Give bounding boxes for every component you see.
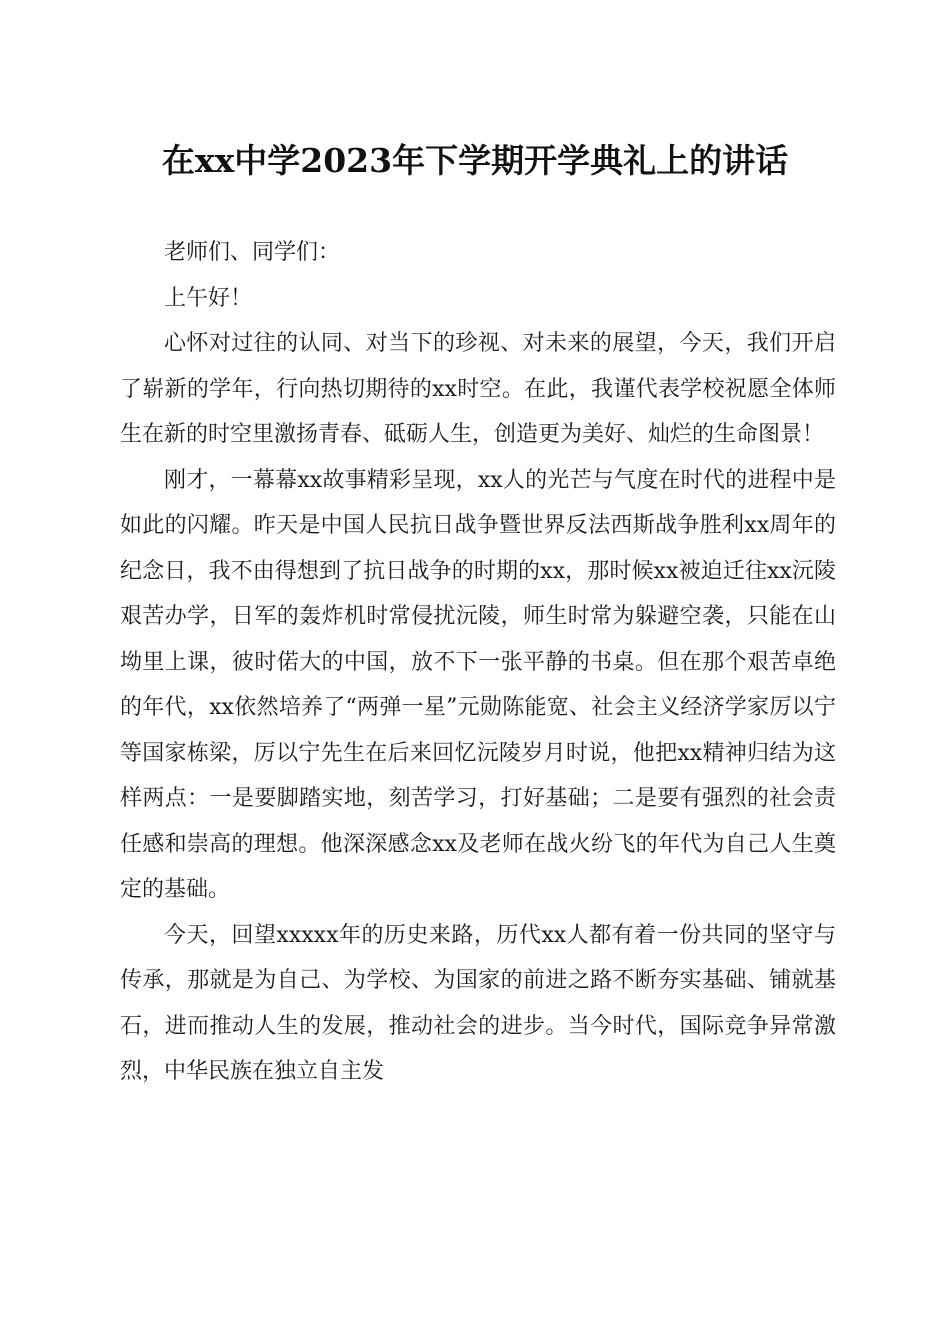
paragraph-today: 今天，回望xxxxx年的历史来路，历代xx人都有着一份共同的坚守与传承，那就是为自己、为学校、为国家的前进之路不断夯实基础、铺就基石，进而推动人生的发展，推动社会的进步。当今时代，国际竞争异常激烈，中华民族在独立自主发 [120, 922, 836, 1084]
salutation: 老师们、同学们： [164, 240, 341, 265]
paragraph-opening: 心怀对过往的认同、对当下的珍视、对未来的展望，今天，我们开启了崭新的学年，行向热切期待的xx时空。在此，我谨代表学校祝愿全体师生在新的时空里激扬青春、砥砺人生，创造更为美好、灿烂的生命图景！ [120, 331, 836, 447]
greeting: 上午好！ [164, 285, 253, 311]
paragraph-history: 刚才，一幕幕xx故事精彩呈现，xx人的光芒与气度在时代的进程中是如此的闪耀。昨天是中国人民抗日战争暨世界反法西斯战争胜利xx周年的纪念日，我不由得想到了抗日战争的时期的xx，那时候xx被迫迁往xx沅陵艰苦办学，日军的轰炸机时常侵扰沅陵，师生时常为躲避空袭，只能在山坳里上课，彼时偌大的中国，放不下一张平静的书桌。但在那个艰苦卓绝的年代，xx依然培养了“两弹一星”元勋陈能宽、社会主义经济学家厉以宁等国家栋梁，厉以宁先生在后来回忆沅陵岁月时说，他把xx精神归结为这样两点：一是要脚踏实地，刻苦学习，打好基础；二是要有强烈的社会责任感和崇高的理想。他深深感念xx及老师在战火纷飞的年代为自己人生奠定的基础。 [120, 467, 836, 902]
document-body [120, 230, 836, 1095]
document-title: 在xx中学2023年下学期开学典礼上的讲话 [161, 141, 789, 180]
